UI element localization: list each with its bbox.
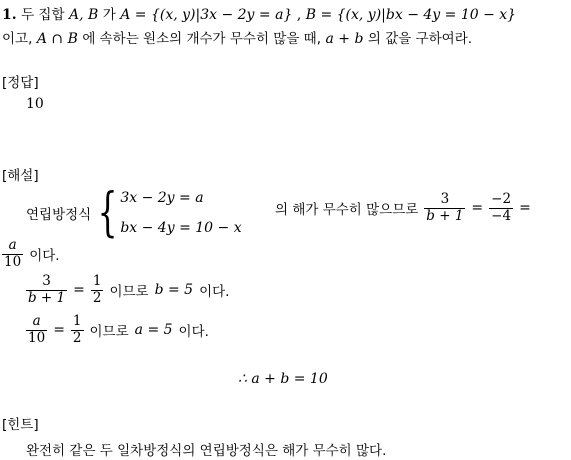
- separator: ,: [296, 7, 302, 23]
- equation-stack: [120, 190, 241, 236]
- sets-symbol: A, B: [68, 7, 99, 23]
- problem-text: 두 집합: [21, 7, 65, 23]
- fraction-a-over-10: $\frac{a}{10}$: [4, 237, 22, 270]
- a-value: a = 5: [134, 322, 173, 339]
- ratio-condition: [275, 192, 531, 224]
- fraction-neg2-over-neg4: $\frac{-2}{-4}$: [491, 191, 512, 224]
- condition-text: 의 해가 무수히 많으므로: [275, 202, 419, 219]
- intersection-symbol: A ∩ B: [36, 31, 78, 47]
- sentence-end: 이다.: [29, 248, 60, 265]
- problem-number: 1.: [2, 7, 17, 23]
- equals-sign: =: [519, 200, 531, 217]
- hint-text: 완전히 같은 두 일차방정식의 연립방정식은 해가 무수히 많다.: [26, 443, 387, 459]
- left-brace-icon: {: [97, 183, 118, 243]
- problem-line-2: [2, 27, 472, 47]
- problem-line-1: [2, 3, 516, 23]
- answer-value: 10: [26, 96, 44, 112]
- equals-sign: =: [471, 200, 484, 217]
- fraction-3-over-b1: $\frac{3}{b + 1}$: [426, 191, 464, 224]
- problem-text: 이고,: [2, 31, 33, 47]
- system-of-equations: [26, 183, 242, 243]
- system-label: 연립방정식: [26, 207, 92, 223]
- problem-text: 의 값을 구하여라.: [367, 31, 473, 47]
- sum-expression: a + b: [325, 31, 364, 47]
- answer-label: [정답]: [2, 75, 39, 91]
- ratio-condition-cont: [2, 238, 60, 270]
- step-1: $\frac{3}{b + 1}$ = $\frac{1}{2}$ 이므로 b = 5 이다.: [28, 273, 230, 306]
- hint-label: [힌트]: [2, 417, 39, 433]
- problem-text: 가: [102, 7, 116, 23]
- step-2: $\frac{a}{10}$ = $\frac{1}{2}$ 이므로 a = 5 이다.: [28, 313, 209, 346]
- b-value: b = 5: [154, 282, 194, 299]
- set-b-definition: B = {(x, y)|bx − 4y = 10 − x}: [305, 7, 517, 23]
- equation-2: bx − 4y = 10 − x: [120, 220, 242, 236]
- conclusion: ∴ a + b = 10: [238, 371, 328, 387]
- problem-text: 에 속하는 원소의 개수가 무수히 많을 때,: [82, 31, 322, 47]
- solution-label: [해설]: [2, 168, 39, 184]
- equation-1: 3x − 2y = a: [120, 190, 204, 206]
- set-a-definition: A = {(x, y)|3x − 2y = a}: [120, 7, 293, 23]
